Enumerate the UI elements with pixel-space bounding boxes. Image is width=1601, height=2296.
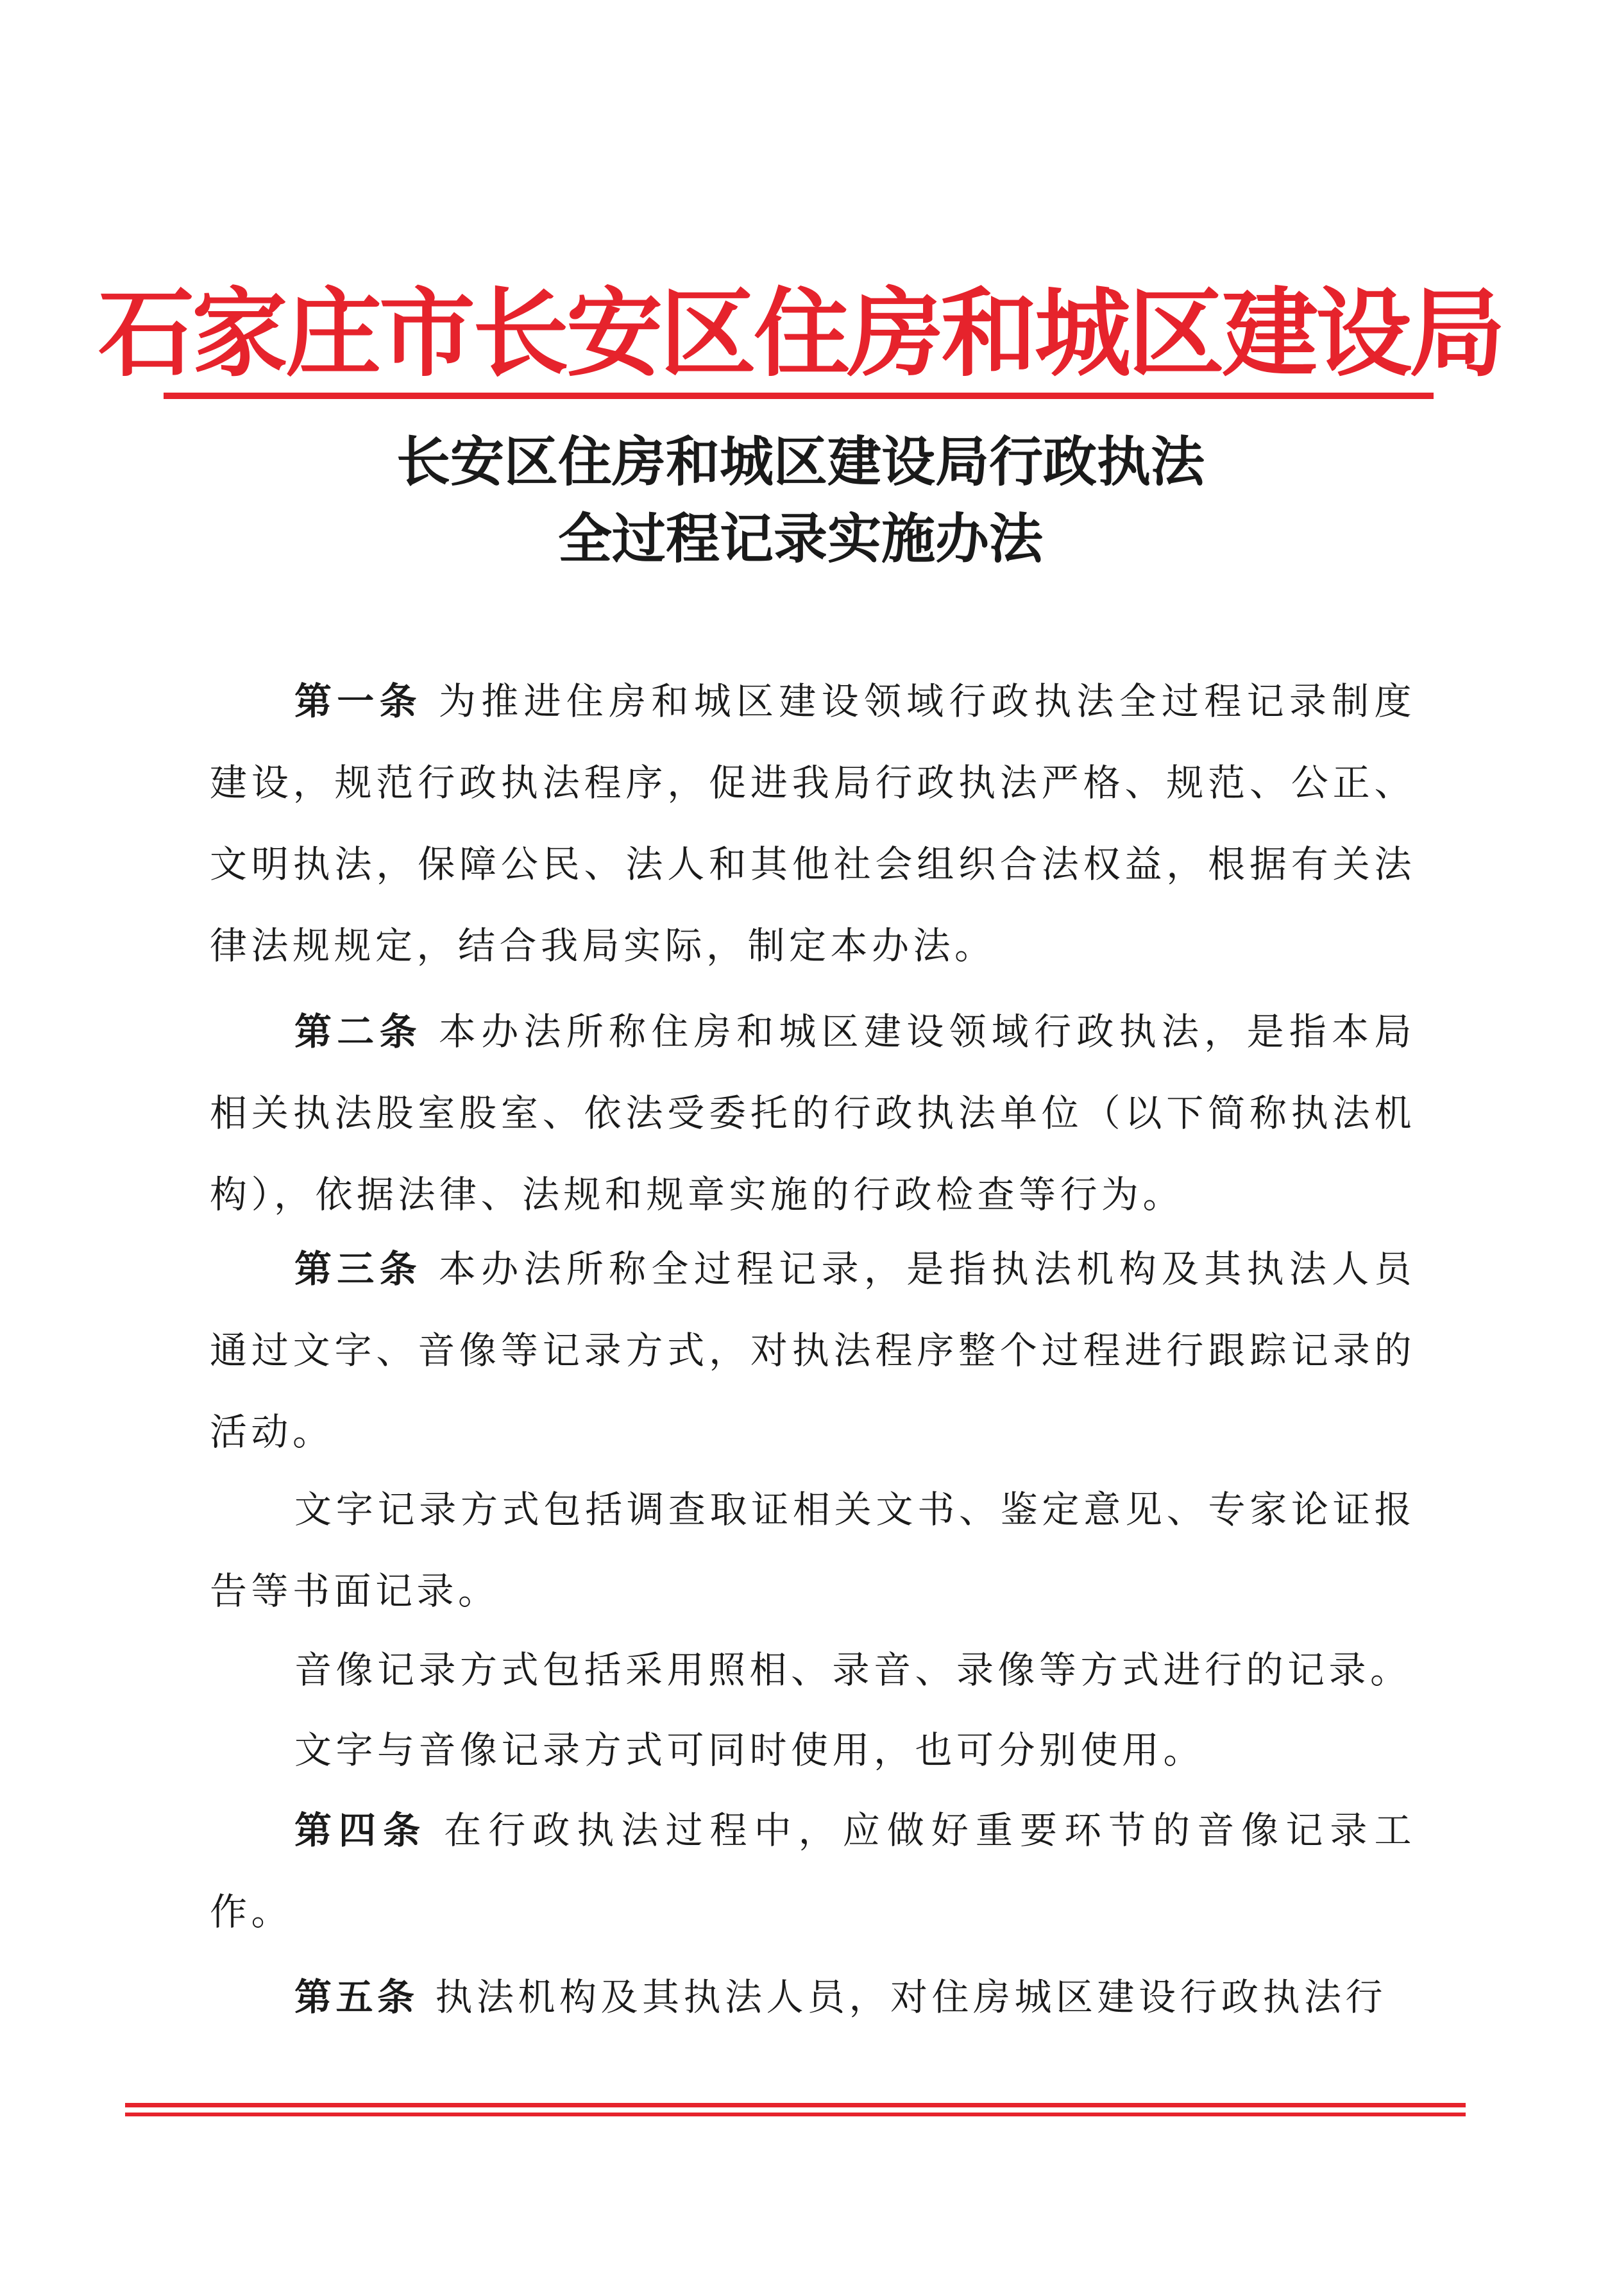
article-text: 本办法所称住房和城区建设领域行政执法，是指本局相关执法股室股室、依法受委托的行政执法单位（以下简称执法机构），依据法律、法规和规章实施的行政检查等行为。 xyxy=(210,1010,1416,1216)
paragraph-combined-use xyxy=(210,1710,1416,1791)
article-text: 执法机构及其执法人员，对住房城区建设行政执法行 xyxy=(435,1975,1387,2019)
article-text: 在行政执法过程中，应做好重要环节的音像记录工作。 xyxy=(210,1808,1416,1934)
paragraph-text: 文字记录方式包括调查取证相关文书、鉴定意见、专家论证报告等书面记录。 xyxy=(210,1488,1416,1613)
article-number: 第四条 xyxy=(294,1808,428,1852)
paragraph-text: 音像记录方式包括采用照相、录音、录像等方式进行的记录。 xyxy=(294,1648,1412,1692)
paragraph-article-4 xyxy=(210,1790,1416,1953)
article-number: 第二条 xyxy=(294,1010,422,1053)
paragraph-text: 文字与音像记录方式可同时使用，也可分别使用。 xyxy=(294,1728,1205,1772)
article-number: 第一条 xyxy=(294,679,422,723)
article-text: 本办法所称全过程记录，是指执法机构及其执法人员通过文字、音像等记录方式，对执法程序整个过程进行跟踪记录的活动。 xyxy=(210,1247,1416,1454)
paragraph-article-3 xyxy=(210,1229,1416,1473)
paragraph-article-5 xyxy=(210,1957,1416,2038)
paragraph-audio-video-record xyxy=(210,1629,1416,1711)
article-text: 为推进住房和城区建设领域行政执法全过程记录制度建设，规范行政执法程序，促进我局行政执法严格、规范、公正、文明执法，保障公民、法人和其他社会组织合法权益，根据有关法律法规规定，结合我局实际，制定本办法。 xyxy=(210,679,1416,967)
document-title-line-1: 长安区住房和城区建设局行政执法 xyxy=(396,430,1205,493)
footer-divider-top xyxy=(125,2103,1466,2107)
letterhead-divider xyxy=(164,393,1434,399)
paragraph-article-2 xyxy=(210,991,1416,1236)
article-number: 第三条 xyxy=(294,1247,422,1291)
paragraph-article-1 xyxy=(210,661,1416,987)
paragraph-text-record xyxy=(210,1469,1416,1632)
footer-divider-bottom xyxy=(125,2113,1466,2116)
article-number: 第五条 xyxy=(294,1975,419,2019)
document-title-line-2: 全过程记录实施办法 xyxy=(557,507,1043,570)
letterhead-org-name: 石家庄市长安区住房和城区建设局 xyxy=(97,277,1503,390)
